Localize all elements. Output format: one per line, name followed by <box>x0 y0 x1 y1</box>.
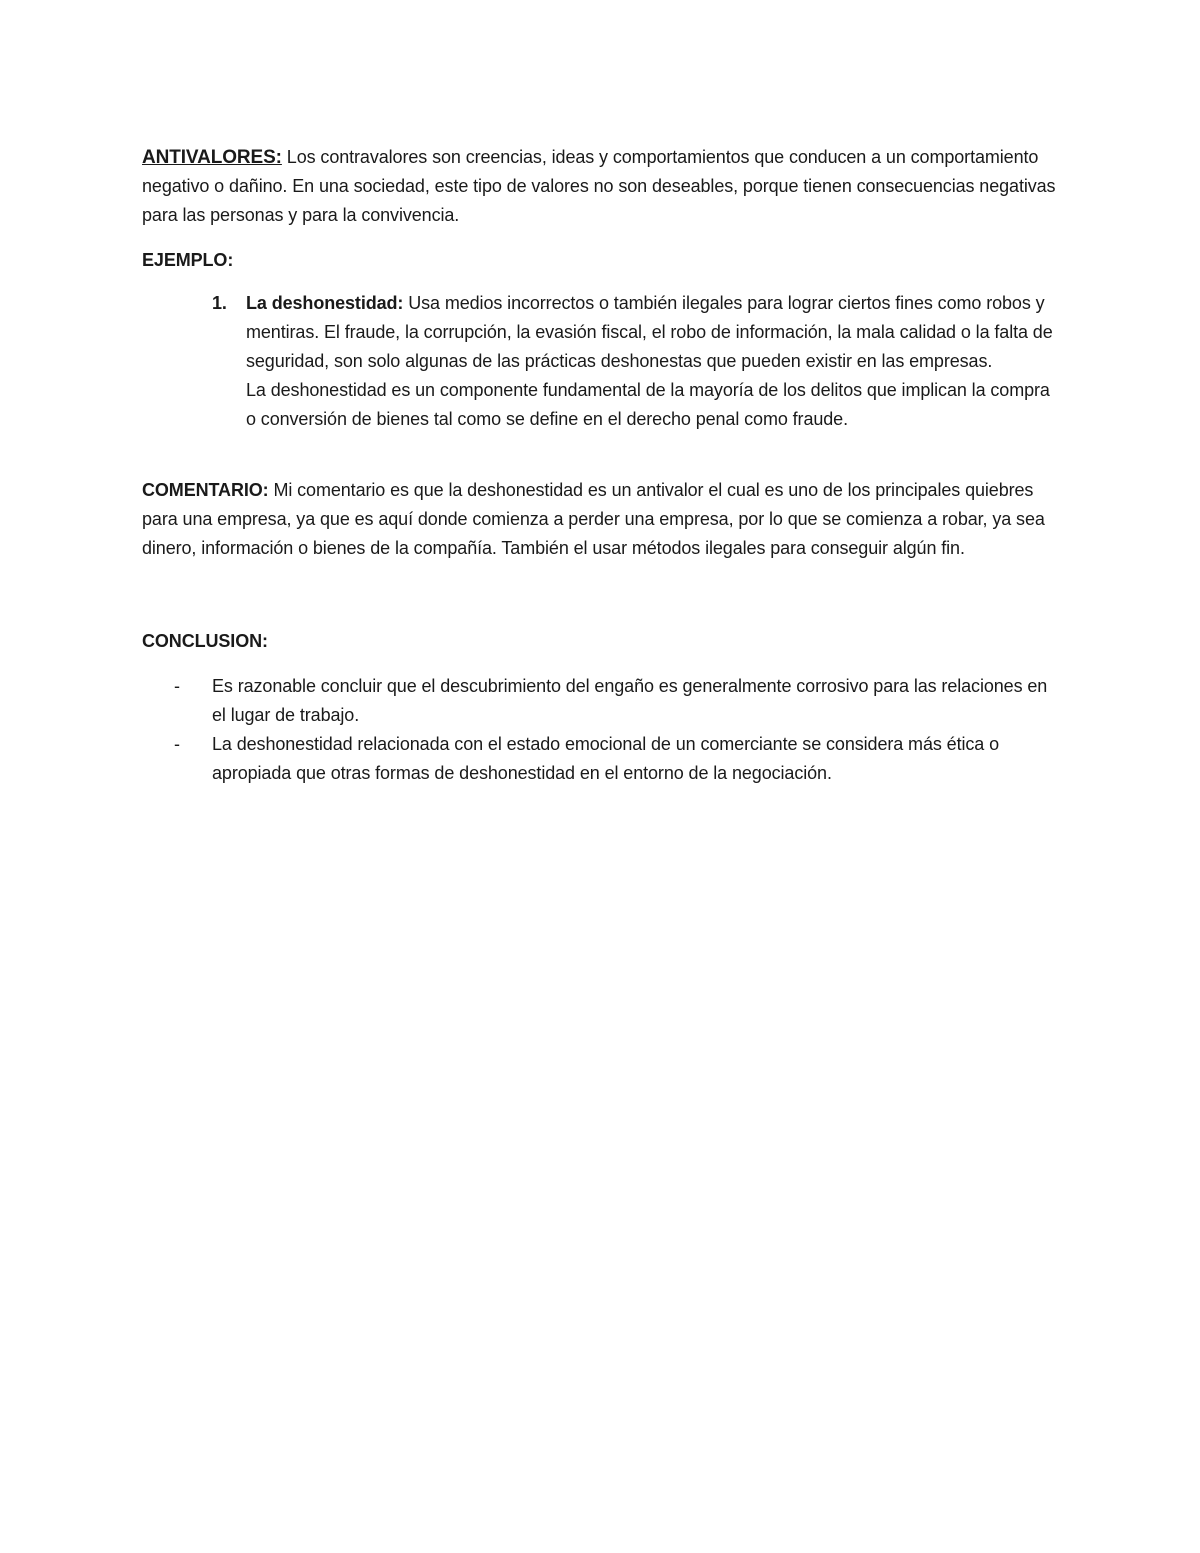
intro-paragraph <box>142 143 1062 230</box>
intro-text: Los contravalores son creencias, ideas y comportamientos que conducen a un comportamiento negativo o dañino. En una sociedad, este tipo de valores no son deseables, porque tienen consecuencias negativas para las personas y para la convivencia. <box>142 147 1056 225</box>
example-item-continuation: La deshonestidad es un componente fundamental de la mayoría de los delitos que implican la compra o conversión de bienes tal como se define en el derecho penal como fraude. <box>246 380 1050 429</box>
conclusion-heading: CONCLUSION: <box>142 631 268 651</box>
conclusion-item-text: La deshonestidad relacionada con el estado emocional de un comerciante se considera más ética o apropiada que otras formas de deshonestidad en el entorno de la negociación. <box>212 734 1000 783</box>
antivalores-heading: ANTIVALORES: <box>142 147 282 168</box>
conclusion-item <box>142 672 1062 730</box>
conclusion-item-marker: - <box>174 734 180 754</box>
comment-paragraph <box>142 476 1062 563</box>
example-item-text: Usa medios incorrectos o también ilegales para lograr ciertos fines como robos y mentiras. El fraude, la corrupción, la evasión fiscal, el robo de información, la mala calidad o la falta de seguridad, son solo algunas de las prácticas deshonestas que pueden existir en las empresas. <box>246 293 1053 371</box>
document-body <box>142 143 1062 788</box>
example-list <box>142 289 1062 434</box>
conclusion-item-marker: - <box>174 676 180 696</box>
example-item-term: La deshonestidad: <box>246 293 404 313</box>
conclusion-item-text: Es razonable concluir que el descubrimiento del engaño es generalmente corrosivo para las relaciones en el lugar de trabajo. <box>212 676 1048 725</box>
comment-text: Mi comentario es que la deshonestidad es un antivalor el cual es uno de los principales quiebres para una empresa, ya que es aquí donde comienza a perder una empresa, por lo que se comienza a robar, ya sea dinero, información o bienes de la compañía. También el usar métodos ilegales para conseguir algún fin. <box>142 480 1045 558</box>
comment-heading: COMENTARIO: <box>142 480 269 500</box>
conclusion-item <box>142 730 1062 788</box>
conclusion-list <box>142 672 1062 788</box>
example-item <box>142 289 1062 434</box>
example-item-number: 1. <box>212 293 227 313</box>
example-heading: EJEMPLO: <box>142 250 234 270</box>
